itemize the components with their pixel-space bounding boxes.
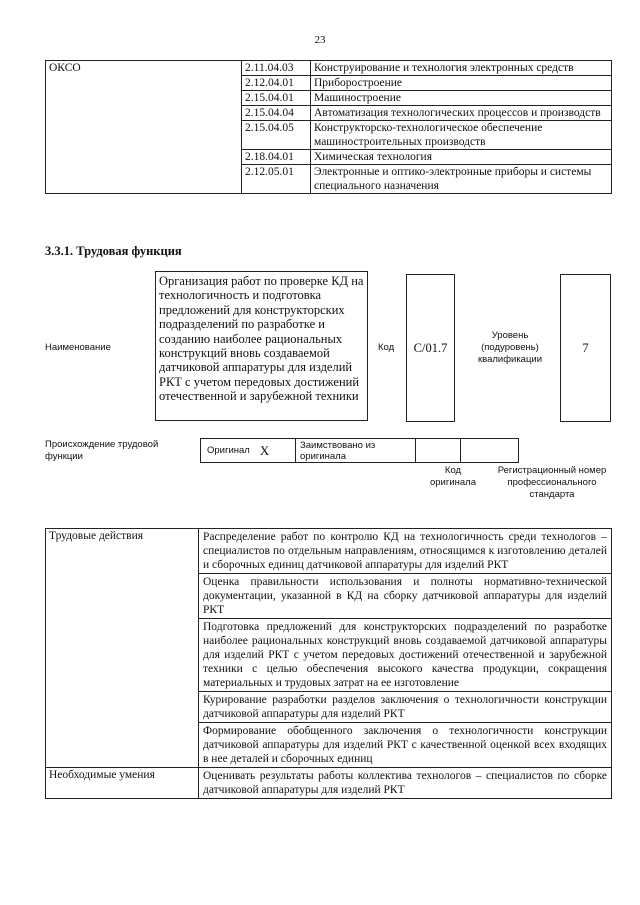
skill-item: Оценивать результаты работы коллектива технологов – специалистов по сборке датчиковой аппаратуры для изделий РКТ [199, 768, 612, 799]
okso-code: 2.15.04.04 [242, 106, 311, 121]
okso-name: Электронные и оптико-электронные приборы и системы специального назначения [311, 165, 612, 194]
action-item: Оценка правильности использования и полноты нормативно-технической документации, указанной в КД на сборку датчиковой аппаратуры для изделий РКТ [199, 574, 612, 619]
table-row [46, 61, 612, 76]
okso-code: 2.12.05.01 [242, 165, 311, 194]
name-label: Наименование [45, 342, 111, 353]
qualification-level-value: 7 [582, 340, 589, 355]
borrowed-label: Заимствовано из оригинала [300, 440, 376, 462]
okso-label: ОКСО [46, 61, 242, 194]
okso-name: Машиностроение [311, 91, 612, 106]
okso-name: Химическая технология [311, 150, 612, 165]
okso-code: 2.15.04.05 [242, 121, 311, 150]
origin-row [200, 438, 519, 463]
original-label: Оригинал [207, 445, 250, 456]
qualification-level-box [560, 274, 611, 422]
okso-code: 2.11.04.03 [242, 61, 311, 76]
level-label: Уровень (подуровень) квалификации [477, 330, 543, 365]
registration-number-caption: Регистрационный номер профессионального стандарта [497, 465, 607, 500]
function-code-value: С/01.7 [413, 340, 448, 355]
labor-functions-table [45, 528, 612, 799]
okso-name: Автоматизация технологических процессов и производств [311, 106, 612, 121]
okso-table [45, 60, 612, 194]
table-row [46, 529, 612, 574]
okso-code: 2.18.04.01 [242, 150, 311, 165]
registration-number-cell [460, 438, 519, 463]
borrowed-cell [295, 438, 416, 463]
origin-code-cell [415, 438, 461, 463]
table-row [46, 768, 612, 799]
origin-code-caption: Код оригинала [429, 465, 476, 488]
actions-label: Трудовые действия [46, 529, 199, 768]
action-item: Формирование обобщенного заключения о технологичности конструкции датчиковой аппаратуры для изделий РКТ с качественной оценкой всех входящих в нее деталей и сборочных единиц [199, 723, 612, 768]
action-item: Курирование разработки разделов заключения о технологичности конструкции датчиковой аппаратуры для изделий РКТ [199, 692, 612, 723]
function-name-box: Организация работ по проверке КД на технологичность и подготовка предложений для конструкторских подразделений по разработке и созданию наиболее рациональных конструкций вновь создаваемой датчиковой аппаратуры для изделий РКТ с учетом передовых достижений отечественной и зарубежной техники [155, 271, 368, 421]
skills-label: Необходимые умения [46, 768, 199, 799]
action-item: Распределение работ по контролю КД на технологичность среди технологов – специалистов по отдельным направлениям, относящимся к изготовлению деталей и сборочных единиц датчиковой аппаратуры для изделий РКТ [199, 529, 612, 574]
origin-label: Происхождение трудовой функции [45, 439, 159, 462]
original-mark: X [259, 442, 270, 458]
action-item: Подготовка предложений для конструкторских подразделений по разработке наиболее рациональных конструкций вновь создаваемой датчиковой аппаратуры для изделий РКТ с учетом передовых достижений отечественной и зарубежной техники с целью обеспечения высокого качества продукции, сокращения материальных и трудовых затрат на ее изготовление [199, 619, 612, 692]
okso-code: 2.15.04.01 [242, 91, 311, 106]
okso-name: Конструкторско-технологическое обеспечение машиностроительных производств [311, 121, 612, 150]
function-code-box [406, 274, 455, 422]
page-number: 23 [314, 34, 326, 46]
code-label: Код [378, 342, 395, 353]
okso-name: Конструирование и технология электронных средств [311, 61, 612, 76]
okso-code: 2.12.04.01 [242, 76, 311, 91]
original-cell [200, 438, 296, 463]
section-title: 3.3.1. Трудовая функция [45, 244, 182, 258]
okso-name: Приборостроение [311, 76, 612, 91]
